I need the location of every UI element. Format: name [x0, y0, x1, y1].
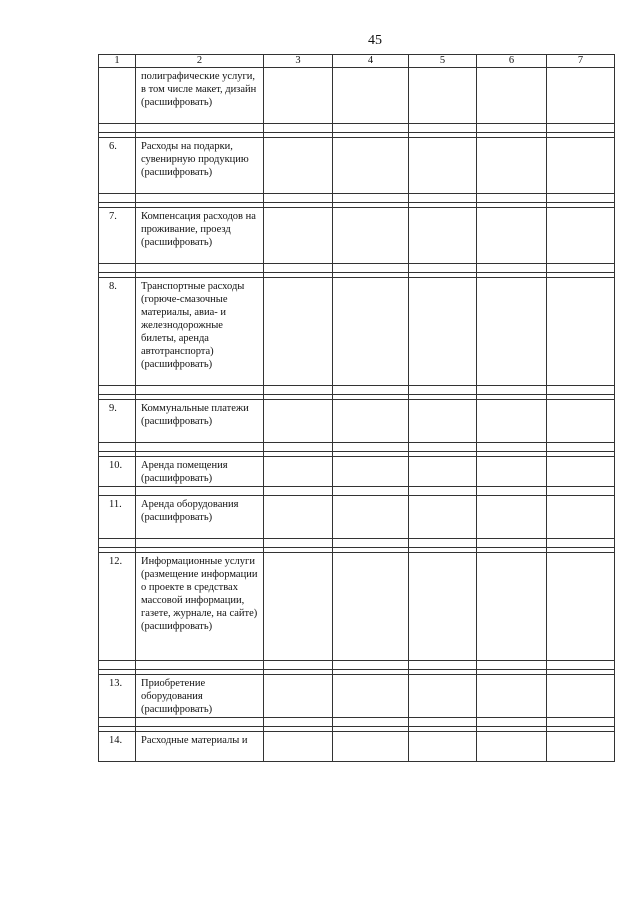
row-description: Расходы на подарки, сувенирную продукцию (расшифровать) [136, 138, 264, 194]
table-row [99, 386, 615, 395]
table-row [99, 718, 615, 727]
table-row [99, 539, 615, 548]
table-row [99, 194, 615, 203]
cell [409, 675, 477, 718]
row-number: 9. [99, 400, 136, 443]
cell [477, 400, 547, 443]
cell [409, 68, 477, 124]
cell [547, 400, 615, 443]
cell [409, 732, 477, 762]
budget-table [98, 54, 615, 762]
cell [333, 278, 409, 386]
cell [264, 553, 333, 661]
cell [477, 496, 547, 539]
cell [333, 138, 409, 194]
cell [264, 278, 333, 386]
table-row [99, 124, 615, 133]
row-number: 10. [99, 457, 136, 487]
row-number: 11. [99, 496, 136, 539]
table-row [99, 278, 615, 386]
table-row [99, 496, 615, 539]
cell [264, 400, 333, 443]
row-description: Аренда помещения (расшифровать) [136, 457, 264, 487]
cell [409, 138, 477, 194]
row-number: 12. [99, 553, 136, 661]
cell [409, 457, 477, 487]
table-row [99, 487, 615, 496]
cell [477, 278, 547, 386]
column-header: 3 [264, 55, 333, 68]
cell [409, 553, 477, 661]
row-description: Информационные услуги (размещение информации о проекте в средствах массовой информации, газете, журнале, на сайте) (расшифровать) [136, 553, 264, 661]
cell [409, 496, 477, 539]
cell [264, 68, 333, 124]
cell [477, 732, 547, 762]
table-row [99, 443, 615, 452]
table-row [99, 553, 615, 661]
cell [333, 400, 409, 443]
row-description: Компенсация расходов на проживание, проезд (расшифровать) [136, 208, 264, 264]
cell [333, 457, 409, 487]
cell [264, 496, 333, 539]
cell [264, 138, 333, 194]
table-row [99, 457, 615, 487]
column-header: 1 [99, 55, 136, 68]
cell [547, 68, 615, 124]
row-description: Аренда оборудования (расшифровать) [136, 496, 264, 539]
table-row [99, 661, 615, 670]
table-row [99, 138, 615, 194]
cell [477, 457, 547, 487]
cell [333, 675, 409, 718]
cell [333, 553, 409, 661]
row-number: 8. [99, 278, 136, 386]
cell [333, 68, 409, 124]
table-row [99, 208, 615, 264]
cell [547, 208, 615, 264]
table-header-row [99, 55, 615, 68]
cell [547, 278, 615, 386]
row-number [99, 68, 136, 124]
page-number: 45 [368, 33, 382, 48]
cell [264, 732, 333, 762]
cell [477, 675, 547, 718]
cell [409, 278, 477, 386]
table-row [99, 68, 615, 124]
table-row [99, 264, 615, 273]
cell [547, 496, 615, 539]
cell [547, 138, 615, 194]
row-number: 13. [99, 675, 136, 718]
column-header: 4 [333, 55, 409, 68]
cell [477, 553, 547, 661]
row-description: полиграфические услуги, в том числе макет, дизайн (расшифровать) [136, 68, 264, 124]
row-description: Расходные материалы и [136, 732, 264, 762]
cell [333, 208, 409, 264]
cell [264, 457, 333, 487]
row-description: Коммунальные платежи (расшифровать) [136, 400, 264, 443]
column-header: 2 [136, 55, 264, 68]
cell [547, 553, 615, 661]
cell [333, 732, 409, 762]
row-number: 7. [99, 208, 136, 264]
cell [477, 68, 547, 124]
cell [477, 208, 547, 264]
column-header: 7 [547, 55, 615, 68]
cell [264, 675, 333, 718]
row-number: 6. [99, 138, 136, 194]
table-row [99, 675, 615, 718]
cell [333, 496, 409, 539]
cell [409, 400, 477, 443]
table-row [99, 732, 615, 762]
row-number: 14. [99, 732, 136, 762]
row-description: Приобретение оборудования (расшифровать) [136, 675, 264, 718]
cell [477, 138, 547, 194]
cell [409, 208, 477, 264]
cell [547, 732, 615, 762]
row-description: Транспортные расходы (горюче-смазочные материалы, авиа- и железнодорожные билеты, аренда автотранспорта) (расшифровать) [136, 278, 264, 386]
cell [547, 457, 615, 487]
column-header: 6 [477, 55, 547, 68]
column-header: 5 [409, 55, 477, 68]
cell [547, 675, 615, 718]
table-row [99, 400, 615, 443]
cell [264, 208, 333, 264]
